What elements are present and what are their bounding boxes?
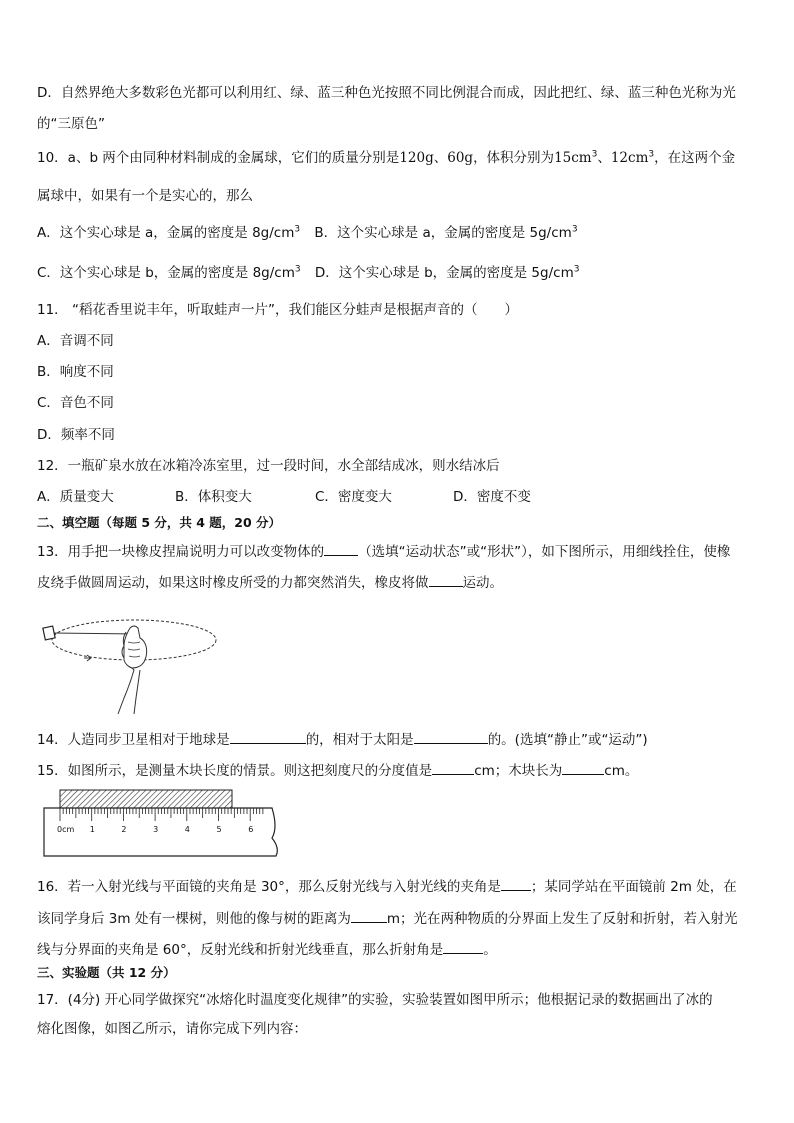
q16-blank-1[interactable] bbox=[501, 876, 531, 891]
ruler-tick-label: 6 bbox=[248, 825, 254, 834]
q12-stem: 12．一瓶矿泉水放在冰箱冷冻室里，过一段时间，水全部结成冰，则水结冰后 bbox=[37, 458, 500, 474]
q11-option-d: D．频率不同 bbox=[37, 427, 115, 443]
hand-fist bbox=[124, 626, 147, 668]
q14: 14．人造同步卫星相对于地球是 的，相对于太阳是 的。(选填“静止”或“运动”) bbox=[37, 729, 648, 749]
q10-vol-b: 12cm bbox=[610, 150, 649, 166]
q11-option-b: B．响度不同 bbox=[37, 364, 114, 380]
q11-option-c: C．音色不同 bbox=[37, 395, 114, 411]
q12-option-a: A．质量变大 bbox=[37, 489, 114, 505]
q13-blank-1[interactable] bbox=[324, 541, 358, 556]
q16-blank-2[interactable] bbox=[351, 908, 387, 923]
ruler-body bbox=[44, 808, 277, 856]
q11-option-a: A．音调不同 bbox=[37, 333, 114, 349]
q16-line1: 16．若一入射光线与平面镜的夹角是 30°，那么反射光线与入射光线的夹角是 ；某同学站在平面镜前 2m 处，在 bbox=[37, 876, 737, 896]
q13-blank-2[interactable] bbox=[429, 572, 463, 587]
section-title-experiment: 三、实验题（共 12 分） bbox=[37, 965, 176, 980]
q10-options-ab bbox=[37, 224, 578, 242]
q15: 15．如图所示，是测量木块长度的情景。则这把刻度尺的分度值是 cm；木块长为 cm。 bbox=[37, 760, 638, 780]
q16-blank-3[interactable] bbox=[443, 939, 483, 954]
q10-mass-b: 60g bbox=[447, 150, 474, 166]
q9-option-d-line1: D．自然界绝大多数彩色光都可以利用红、绿、蓝三种色光按照不同比例混合而成，因此把红、绿、蓝三种色光称为光 bbox=[37, 85, 736, 101]
q16-line3: 线与分界面的夹角是 60°，反射光线和折射光线垂直，那么折射角是 。 bbox=[37, 939, 497, 959]
q10-options-cd bbox=[37, 264, 579, 282]
q10-mass-a: 120g bbox=[399, 150, 434, 166]
ruler-tick-label: 5 bbox=[216, 825, 222, 834]
q10-stem-line1: 10．a、b 两个由同种材料制成的金属球，它们的质量分别是120g、60g，体积分别为$15cm^3$、$12cm^3$，在这两个金 bbox=[37, 149, 736, 166]
q13-line2: 皮绕手做圆周运动，如果这时橡皮所受的力都突然消失，橡皮将做 运动。 bbox=[37, 572, 503, 592]
section-title-fill-blank: 二、填空题（每题 5 分，共 4 题，20 分） bbox=[37, 515, 282, 530]
ruler-tick-label: 1 bbox=[89, 825, 95, 834]
q10-option-d: D．这个实心球是 b，金属的密度是 $5g/cm^3$ bbox=[314, 264, 580, 281]
q12-option-d: D．密度不变 bbox=[453, 489, 531, 505]
q10-option-a: A．这个实心球是 a，金属的密度是 $8g/cm^3$ bbox=[37, 224, 301, 241]
q15-blank-1[interactable] bbox=[432, 760, 474, 775]
q14-blank-1[interactable] bbox=[230, 729, 306, 744]
q17-line2: 熔化图像，如图乙所示，请你完成下列内容： bbox=[37, 1021, 307, 1037]
q10-option-b: B．这个实心球是 a，金属的密度是 $5g/cm^3$ bbox=[314, 224, 578, 241]
string bbox=[52, 633, 134, 634]
q10-stem-line2: 属球中，如果有一个是实心的，那么 bbox=[37, 188, 253, 204]
eraser bbox=[43, 626, 55, 640]
eraser-circular-motion-figure bbox=[38, 608, 228, 714]
ruler-tick-label: 0cm bbox=[57, 825, 75, 834]
q12-option-b: B．体积变大 bbox=[175, 489, 252, 505]
q10-vol-a: 15cm bbox=[554, 150, 592, 166]
ruler-figure bbox=[40, 788, 284, 860]
q16-line2: 该同学身后 3m 处有一棵树，则他的像与树的距离为 m；光在两种物质的分界面上发生了反射和折射，若入射光 bbox=[37, 908, 737, 928]
q15-blank-2[interactable] bbox=[562, 760, 604, 775]
q12-option-c: C．密度变大 bbox=[315, 489, 392, 505]
q11-stem: 11． “稻花香里说丰年，听取蛙声一片”，我们能区分蛙声是根据声音的（ ） bbox=[37, 302, 518, 318]
ruler-tick-label: 3 bbox=[153, 825, 159, 834]
q14-blank-2[interactable] bbox=[414, 729, 488, 744]
ruler-tick-label: 2 bbox=[121, 825, 127, 834]
ruler-tick-label: 4 bbox=[184, 825, 190, 834]
q9-option-d-line2: 的“三原色” bbox=[37, 116, 105, 132]
wooden-block bbox=[60, 790, 232, 808]
q17-line1: 17．(4分) 开心同学做探究“冰熔化时温度变化规律”的实验，实验装置如图甲所示；他根据记录的数据画出了冰的 bbox=[37, 992, 713, 1008]
q10-option-c: C．这个实心球是 b，金属的密度是 $8g/cm^3$ bbox=[37, 264, 301, 281]
q13-line1: 13．用手把一块橡皮捏扁说明力可以改变物体的 （选填“运动状态”或“形状”），如下图所示，用细线拴住，使橡 bbox=[37, 541, 730, 561]
